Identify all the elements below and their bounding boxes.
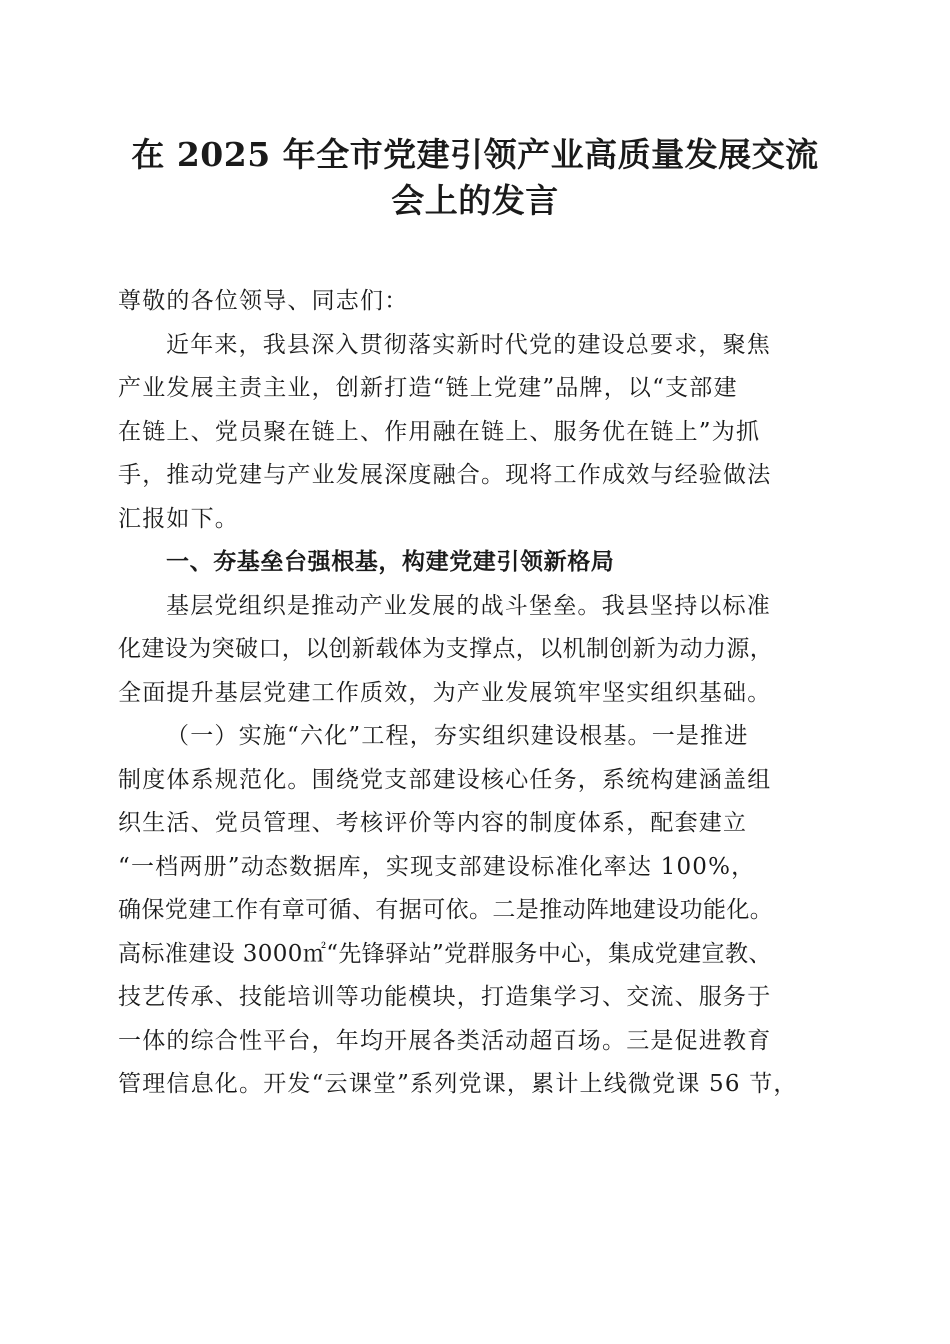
paragraph-line: （一）实施“六化”工程，夯实组织建设根基。一是推进 [166, 723, 749, 749]
title-line-2: 会上的发言 [391, 181, 559, 220]
paragraph-line: 手，推动党建与产业发展深度融合。现将工作成效与经验做法 [118, 462, 772, 488]
paragraph-line: 一体的综合性平台，年均开展各类活动超百场。三是促进教育 [118, 1027, 772, 1054]
paragraph-line: 在链上、党员聚在链上、作用融在链上、服务优在链上”为抓 [118, 418, 761, 445]
paragraph-line: 近年来，我县深入贯彻落实新时代党的建设总要求，聚焦 [166, 331, 771, 358]
title-line-1: 在 2025 年全市党建引领产业高质量发展交流 [131, 135, 819, 174]
paragraph-line: 全面提升基层党建工作质效，为产业发展筑牢坚实组织基础。 [118, 679, 772, 706]
paragraph-line: 汇报如下。 [118, 505, 239, 532]
salutation: 尊敬的各位领导、同志们： [118, 288, 409, 314]
paragraph-line: 制度体系规范化。围绕党支部建设核心任务，系统构建涵盖组 [118, 766, 772, 793]
document-body [118, 280, 838, 1107]
paragraph-line: 确保党建工作有章可循、有据可依。二是推动阵地建设功能化。 [118, 897, 774, 923]
paragraph-line: 基层党组织是推动产业发展的战斗堡垒。我县坚持以标准 [166, 592, 771, 619]
section-heading: 一、夯基垒台强根基，构建党建引领新格局 [166, 549, 615, 575]
paragraph-line: 管理信息化。开发“云课堂”系列党课，累计上线微党课 56 节， [118, 1071, 798, 1097]
paragraph-line: 织生活、党员管理、考核评价等内容的制度体系，配套建立 [118, 810, 748, 836]
document-title [100, 132, 850, 224]
paragraph-line: “一档两册”动态数据库，实现支部建设标准化率达 100%， [118, 853, 756, 880]
paragraph-line: 化建设为突破口，以创新载体为支撑点，以机制创新为动力源， [118, 636, 774, 662]
paragraph-line: 产业发展主责主业，创新打造“链上党建”品牌，以“支部建 [118, 375, 738, 401]
paragraph-line: 技艺传承、技能培训等功能模块，打造集学习、交流、服务于 [118, 984, 772, 1010]
paragraph-line: 高标准建设 3000㎡“先锋驿站”党群服务中心，集成党建宣教、 [118, 940, 772, 967]
